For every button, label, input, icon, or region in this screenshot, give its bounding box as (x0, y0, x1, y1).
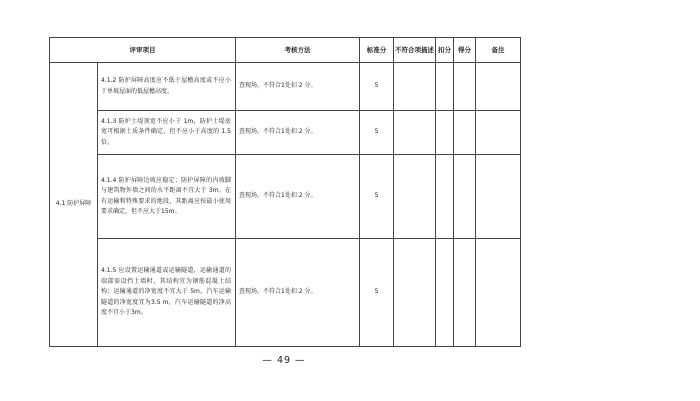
table-row (50, 63, 521, 111)
deduct-cell[interactable] (436, 239, 454, 347)
header-remark: 备注 (476, 38, 521, 63)
noncompliant-cell[interactable] (394, 63, 436, 111)
table-row (50, 239, 521, 347)
standard-score-cell: 5 (360, 111, 394, 155)
item-cell: 4.1.3 防护土堤顶宽不应小于 1m，防护土堤底宽可根据土质条件确定，但不应小于高度的 1.5 倍。 (98, 111, 236, 155)
table-row (50, 155, 521, 239)
table-row (50, 111, 521, 155)
remark-cell[interactable] (476, 111, 521, 155)
method-cell: 查现场，不符合1处扣 2 分。 (236, 155, 360, 239)
remark-cell[interactable] (476, 63, 521, 111)
method-cell: 查现场，不符合1处扣 2 分。 (236, 63, 360, 111)
deduct-cell[interactable] (436, 111, 454, 155)
category-cell: 4.1 防护屏障 (50, 63, 98, 347)
standard-score-cell: 5 (360, 239, 394, 347)
header-deduct: 扣分 (436, 38, 454, 63)
method-cell: 查现场，不符合1处扣 2 分。 (236, 111, 360, 155)
deduct-cell[interactable] (436, 63, 454, 111)
deduct-cell[interactable] (436, 155, 454, 239)
header-item: 评审项目 (50, 38, 236, 63)
item-cell: 4.1.2 防护屏障高度应不低于屋檐高度或不应小于单坡屋面的低屋檐高度。 (98, 63, 236, 111)
remark-cell[interactable] (476, 239, 521, 347)
noncompliant-cell[interactable] (394, 111, 436, 155)
review-table (49, 37, 521, 347)
header-noncompliant: 不符合项描述 (394, 38, 436, 63)
header-row (50, 38, 521, 63)
item-cell: 4.1.4 防护屏障边坡应稳定；防护屏障的内坡脚与建筑物外墙之间的水平距离不宜大于 3m。在有运输和特殊要求的地段，其距离应按最小使用要求确定，但不应大于15m。 (98, 155, 236, 239)
remark-cell[interactable] (476, 155, 521, 239)
score-cell[interactable] (454, 239, 476, 347)
noncompliant-cell[interactable] (394, 239, 436, 347)
header-score: 得分 (454, 38, 476, 63)
page-number: — 49 — (262, 355, 306, 366)
header-standard: 标准分 (360, 38, 394, 63)
standard-score-cell: 5 (360, 63, 394, 111)
score-cell[interactable] (454, 111, 476, 155)
item-cell: 4.1.5 应设置运输通道或运输隧道，运输通道的端部需设挡土墙时，其结构宜为钢筋混凝土结构；运输通道的净宽度不宜大于 5m，汽车运输隧道的净宽度宜为3.5 m，汽车运输隧道的净高度不宜小于3m。 (98, 239, 236, 347)
score-cell[interactable] (454, 155, 476, 239)
noncompliant-cell[interactable] (394, 155, 436, 239)
score-cell[interactable] (454, 63, 476, 111)
header-method: 考核方法 (236, 38, 360, 63)
standard-score-cell: 5 (360, 155, 394, 239)
method-cell: 查现场，不符合1处扣 2 分。 (236, 239, 360, 347)
